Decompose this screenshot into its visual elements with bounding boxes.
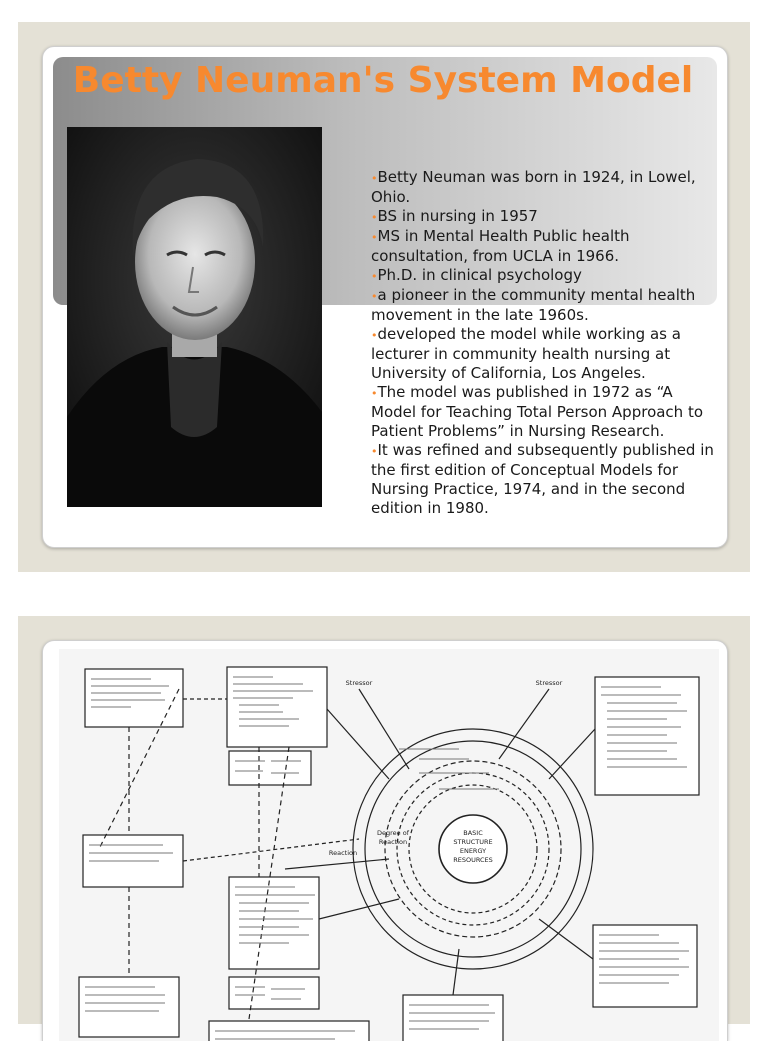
bullet-item: •Betty Neuman was born in 1924, in Lowel, Ohio. [371,168,696,206]
bullet-text: MS in Mental Health Public health consultation, from UCLA in 1966. [371,227,630,265]
stressor-label: Stressor [345,679,373,687]
degree-label-line: Reaction [378,838,408,846]
slide-2-card [42,640,728,1041]
bullet-item: •The model was published in 1972 as “A Model for Teaching Total Person Approach to Patient Problems” in Nursing Research. [371,383,704,440]
slide-title: Betty Neuman's System Model [72,60,694,101]
bullet-text: Betty Neuman was born in 1924, in Lowel, Ohio. [371,168,696,206]
bullet-item: •Ph.D. in clinical psychology [371,266,582,284]
neuman-systems-diagram [59,649,719,1041]
slide-1 [18,22,750,572]
bullet-item: •a pioneer in the community mental health movement in the late 1960s. [371,286,696,324]
diagram-box [79,977,179,1037]
diagram-box [85,669,183,727]
bullet-item: •It was refined and subsequently published in the first edition of Conceptual Models for Nursing Practice, 1974, and in the second edition in 1980. [371,441,714,517]
diagram-box [403,995,503,1041]
bullet-text: developed the model while working as a lecturer in community health nursing at University of California, Los Angeles. [371,325,681,382]
diagram-box [229,877,319,969]
bullet-item: •developed the model while working as a lecturer in community health nursing at University of California, Los Angeles. [371,325,681,382]
bullet-item: •BS in nursing in 1957 [371,207,538,225]
diagram-box [227,667,327,747]
bullet-text: The model was published in 1972 as “A Model for Teaching Total Person Approach to Patient Problems” in Nursing Research. [371,383,704,440]
bullet-text: BS in nursing in 1957 [377,207,538,225]
bullet-list [371,168,721,518]
degree-label-line: Degree of [377,829,409,837]
bullet-text: Ph.D. in clinical psychology [377,266,582,284]
slide-2 [18,616,750,1024]
core-label-line: BASIC [463,829,483,837]
diagram-box [229,751,311,785]
core-label-line: STRUCTURE [453,838,493,846]
core-label-line: RESOURCES [453,856,493,864]
diagram-box [229,977,319,1009]
core-label-line: ENERGY [459,847,487,855]
slide-1-card [42,46,728,548]
bullet-text: It was refined and subsequently published in the first edition of Conceptual Models for Nursing Practice, 1974, and in the second edition in 1980. [371,441,714,517]
stressor-label: Stressor [535,679,563,687]
bullet-item: •MS in Mental Health Public health consultation, from UCLA in 1966. [371,227,630,265]
reaction-label: Reaction [328,849,358,857]
portrait-photo [67,127,322,507]
bullet-text: a pioneer in the community mental health movement in the late 1960s. [371,286,696,324]
diagram-box [593,925,697,1007]
